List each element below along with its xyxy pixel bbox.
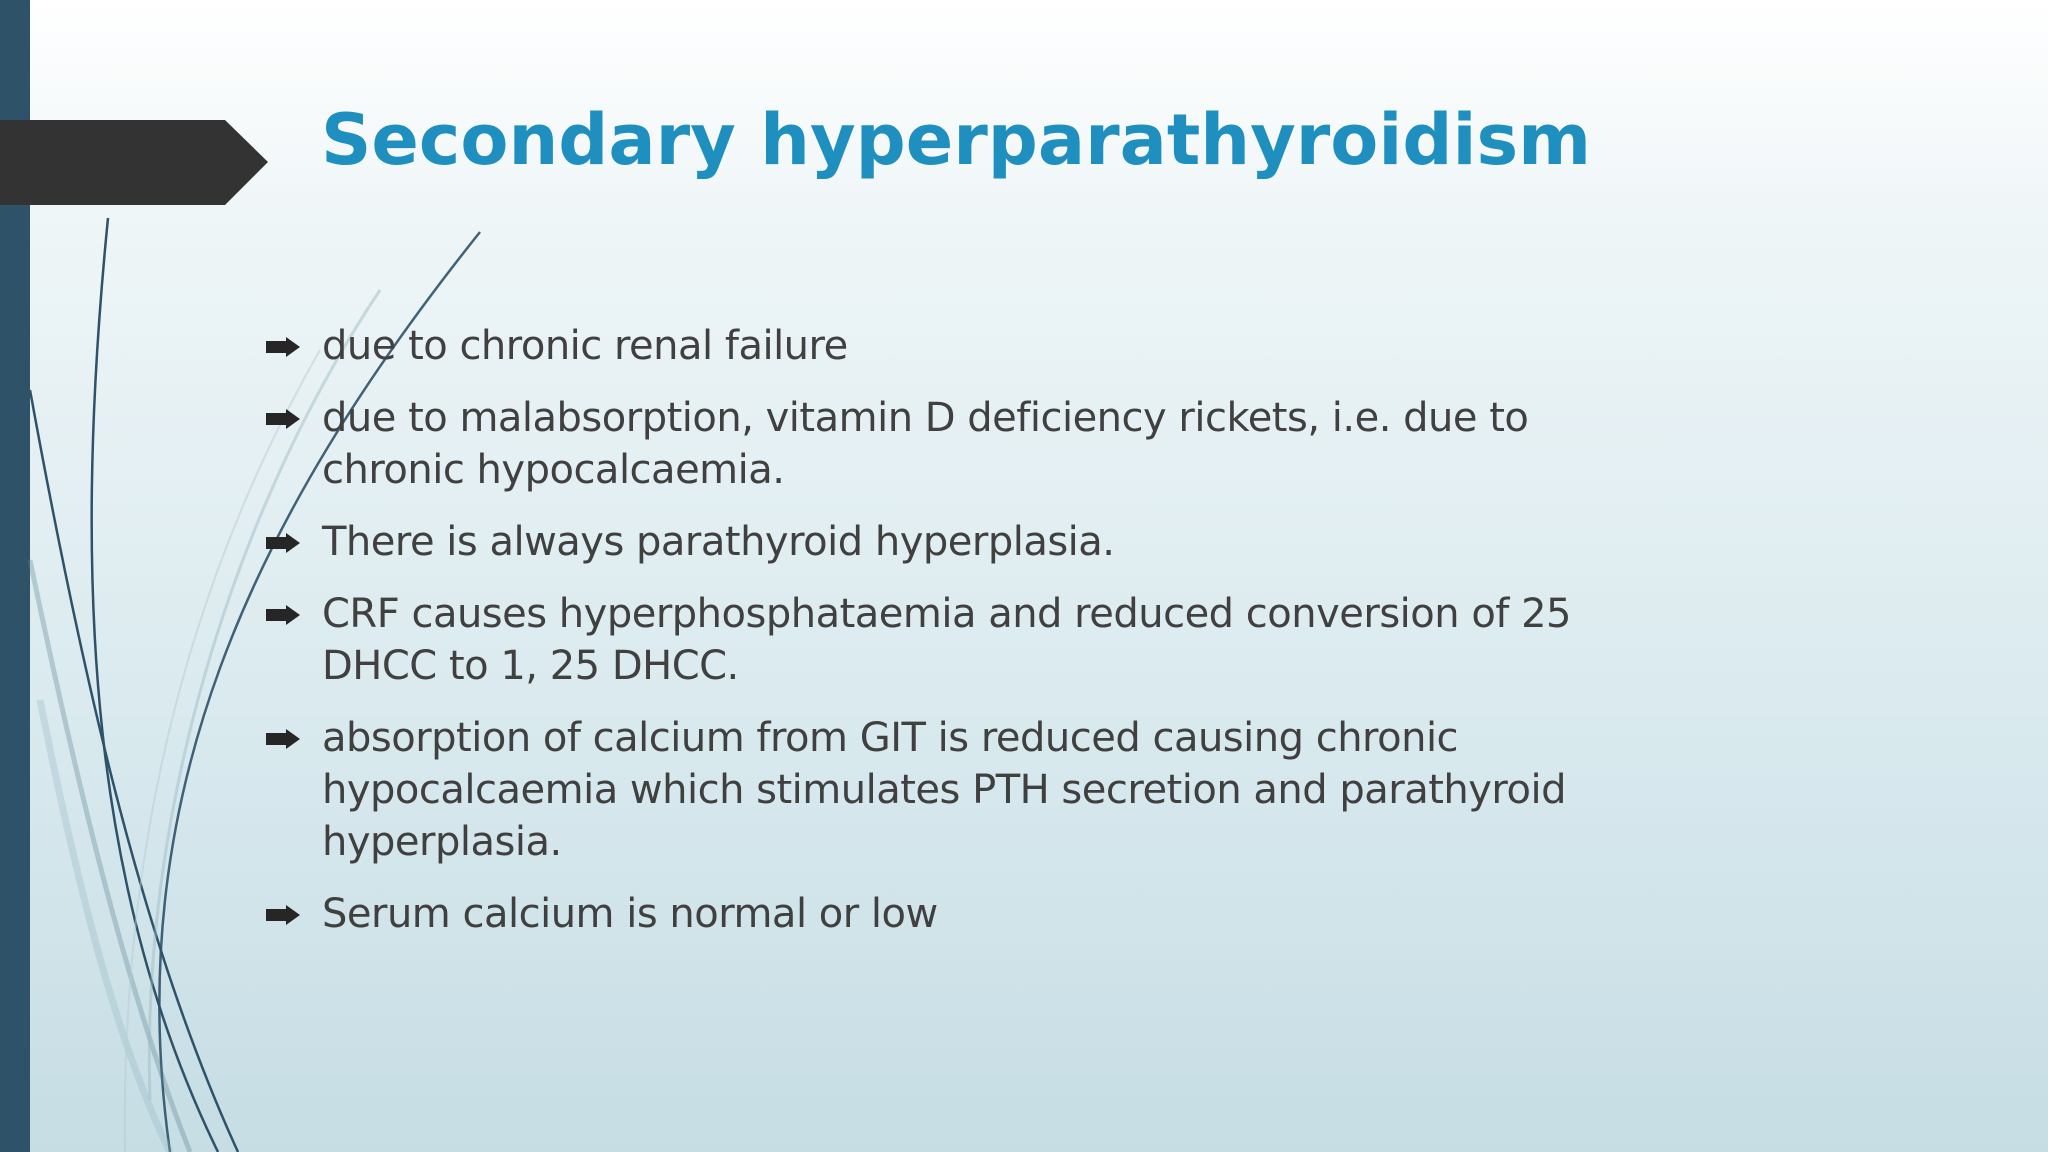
- bullet-text: due to malabsorption, vitamin D deficiency rickets, i.e. due to chronic hypocalcaemia.: [322, 395, 1529, 493]
- right-arrow-icon: [266, 337, 300, 357]
- bullet-text: absorption of calcium from GIT is reduced causing chronic hypocalcaemia which stimulates PTH secretion and parathyroid hyperplasia.: [322, 715, 1566, 865]
- bullet-item: [262, 588, 1582, 692]
- bullet-item: [262, 392, 1582, 496]
- right-arrow-icon: [266, 729, 300, 749]
- bullet-text: CRF causes hyperphosphataemia and reduced conversion of 25 DHCC to 1, 25 DHCC.: [322, 591, 1571, 689]
- bullet-text: Serum calcium is normal or low: [322, 891, 938, 937]
- right-arrow-icon: [266, 905, 300, 925]
- bullet-text: due to chronic renal failure: [322, 323, 848, 369]
- bullet-text: There is always parathyroid hyperplasia.: [322, 519, 1115, 565]
- bullet-list: [262, 320, 1582, 960]
- right-arrow-icon: [266, 533, 300, 553]
- right-arrow-icon: [266, 605, 300, 625]
- title-tab-shape: [0, 120, 270, 205]
- slide-title: Secondary hyperparathyroidism: [321, 99, 1592, 181]
- right-arrow-icon: [266, 409, 300, 429]
- bullet-item: [262, 888, 1582, 940]
- bullet-item: [262, 712, 1582, 868]
- bullet-item: [262, 320, 1582, 372]
- bullet-item: [262, 516, 1582, 568]
